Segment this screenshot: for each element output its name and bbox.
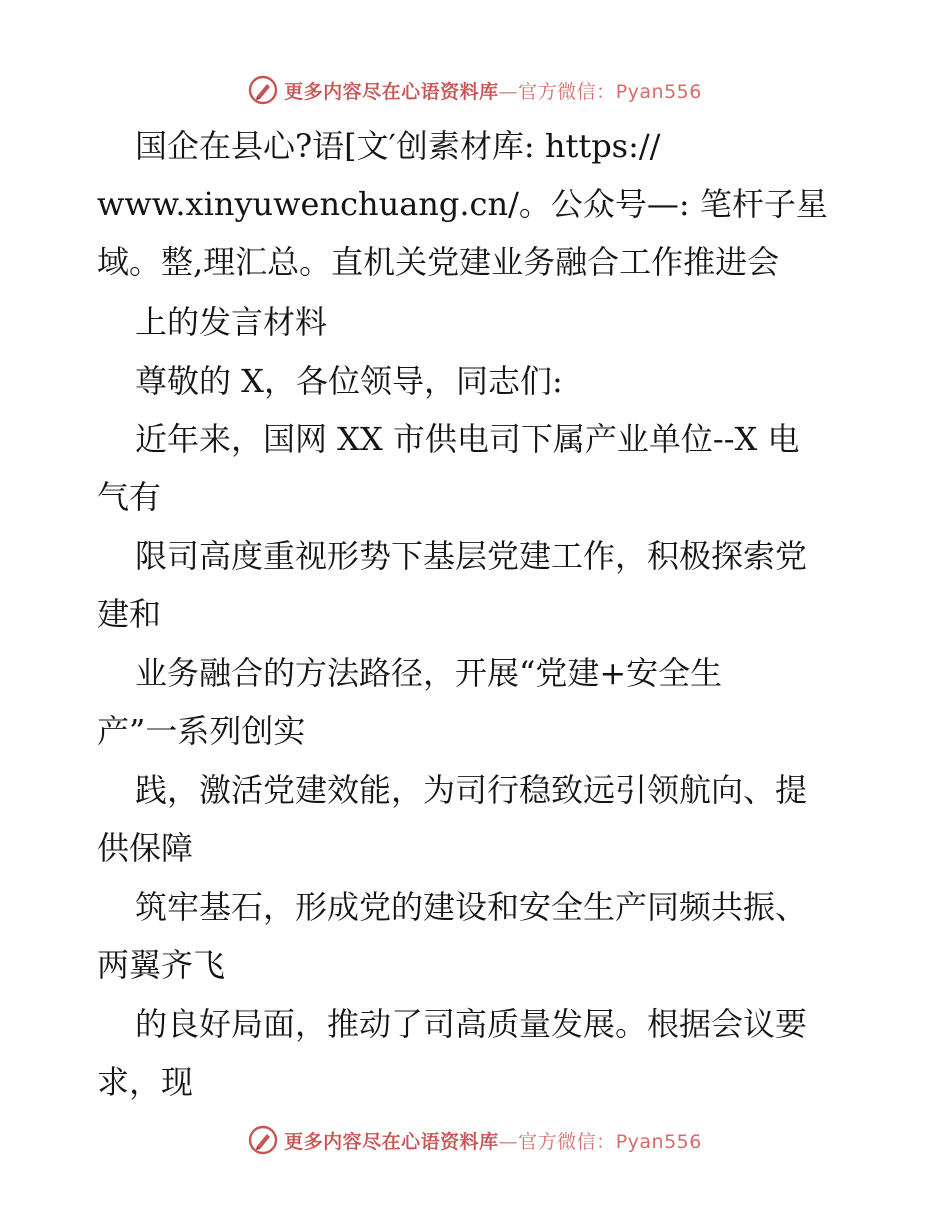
body-line: 筑牢基石，形成党的建设和安全生产同频共振、 <box>135 888 808 926</box>
watermark-text <box>284 1127 702 1154</box>
watermark-brand: 更多内容尽在心语资料库 <box>284 1130 499 1153</box>
watermark-brand: 更多内容尽在心语资料库 <box>284 80 499 103</box>
watermark-account: Pyan556 <box>615 80 702 103</box>
watermark-separator: — <box>498 1130 519 1153</box>
body-line: 供保障 <box>97 829 194 867</box>
body-line: 建和 <box>97 595 162 633</box>
header-watermark <box>0 70 950 110</box>
body-line: 国企在县心?语[文′创素材库: https:// <box>135 127 661 165</box>
pen-logo-icon <box>248 75 278 105</box>
watermark-separator: — <box>498 80 519 103</box>
body-line: 气有 <box>97 478 162 516</box>
body-line: 践，激活党建效能，为司行稳致远引领航向、提 <box>135 771 808 809</box>
body-line: 业务融合的方法路径，开展“党建+安全生 <box>135 654 723 692</box>
watermark-text <box>284 77 702 104</box>
body-line: www.xinyuwenchuang.cn/。公众号—: 笔杆子星 <box>97 185 828 223</box>
body-line: 求，现 <box>97 1063 194 1101</box>
footer-watermark <box>0 1120 950 1160</box>
pen-logo-icon <box>248 1125 278 1155</box>
body-line: 限司高度重视形势下基层党建工作，积极探索党 <box>135 537 808 575</box>
body-line: 近年来，国网 XX 市供电司下属产业单位--X 电 <box>135 420 800 458</box>
watermark-contact-label: 官方微信： <box>518 1130 616 1153</box>
body-line: 尊敬的 X，各位领导，同志们: <box>135 362 563 400</box>
watermark-account: Pyan556 <box>615 1130 702 1153</box>
body-line: 产”一系列创实 <box>97 712 306 750</box>
body-line: 的良好局面，推动了司高质量发展。根据会议要 <box>135 1005 808 1043</box>
body-line: 域。整,理汇总。直机关党建业务融合工作推进会 <box>97 243 780 281</box>
watermark-contact-label: 官方微信： <box>518 80 616 103</box>
body-line: 上的发言材料 <box>135 303 328 341</box>
body-line: 两翼齐飞 <box>97 946 226 984</box>
